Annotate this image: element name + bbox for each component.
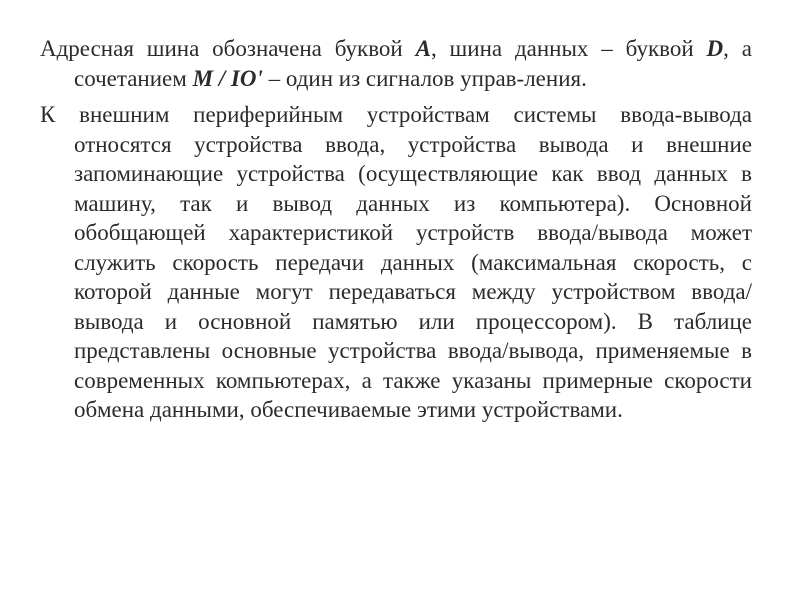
- p1-text-2: , шина данных – буквой: [430, 36, 707, 61]
- text-body: [40, 34, 752, 425]
- p1-text-3: , а сочетанием: [74, 36, 752, 91]
- p1-text-1: Адресная шина обозначена буквой: [40, 36, 416, 61]
- address-bus-letter: A: [415, 36, 431, 61]
- paragraph-io-devices: К внешним периферийным устройствам системы ввода-вывода относятся устройства ввода, устройства вывода и внешние запоминающие устройства (осуществляющие как ввод данных в машину, так и вывод данных из компьютера). Основной обобщающей характеристикой устройств ввода/вывода может служить скорость передачи данных (максимальная скорость, с которой данные могут передаваться между устройством ввода/вывода и основной памятью или процессором). В таблице представлены основные устройства ввода/вывода, применяемые в современных компьютерах, а также указаны примерные скорости обмена данными, обеспечиваемые этими устройствами.: [40, 102, 752, 422]
- paragraph-bus-notation: [40, 34, 752, 93]
- control-signal-label: M / IO': [192, 65, 263, 91]
- data-bus-letter: D: [706, 36, 724, 61]
- p1-text-4: – один из сигналов управ-ления.: [262, 65, 587, 91]
